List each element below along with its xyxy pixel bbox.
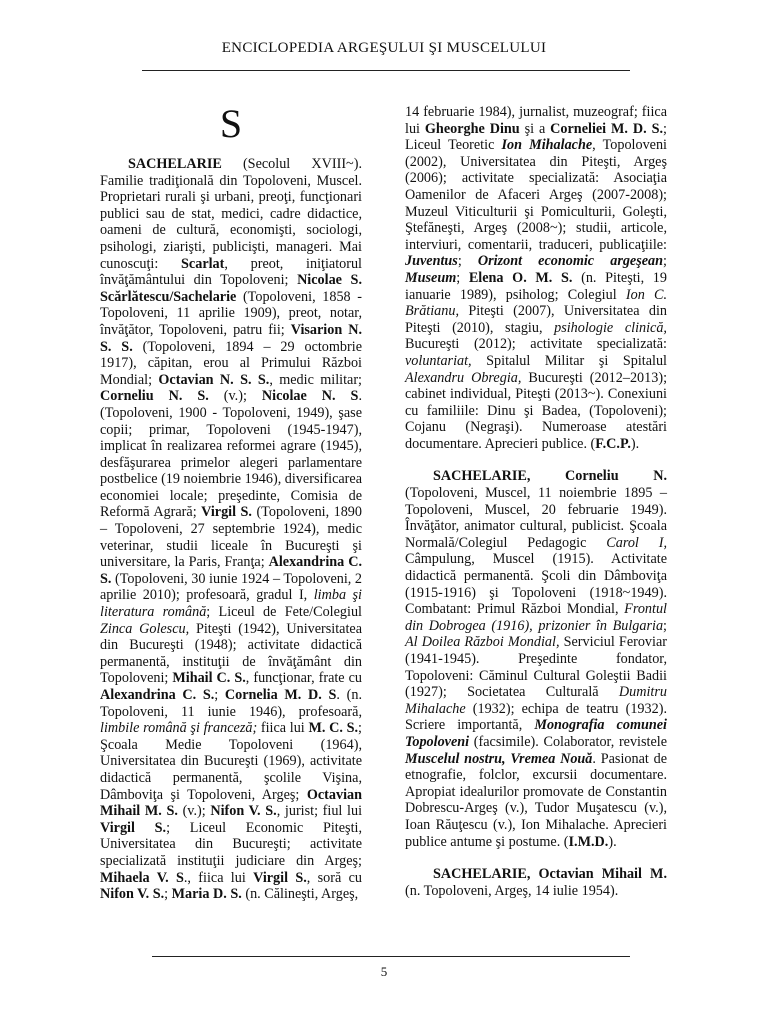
- emphasis-run: Juventus: [405, 253, 458, 270]
- text-run: , medic militar;: [269, 371, 363, 388]
- text-run: . (Topoloveni, 1900 - Topoloveni, 1949), şase copii; primar, Topoloveni (1945-1947), implicat în realizarea reformei agrare (1945), desfăşurarea primelor alegeri parlamentare postbelice (19 noiembrie 1946), diversificarea economiei locale; preşedinte, Comisia de Reformă Agrară;: [100, 388, 362, 521]
- text-run: 14 februarie 1984), jurnalist, muzeograf; fiica lui: [405, 104, 667, 137]
- text-run: (1932); echipa de teatru (1932). Scriere importantă,: [405, 700, 667, 734]
- text-run: . Pasionat de etnografie, folclor, excursii documentare. Apropiat idealurilor promovate de Constantin Dobrescu-Argeş (v.), Tudor Muşatescu (v.), Ioan Răuţescu (v.), Ion Mihalache. Aprecieri publice antume şi postume. (: [405, 750, 667, 850]
- text-run: ., fiica lui: [183, 869, 254, 886]
- text-run: ;: [457, 253, 478, 270]
- emphasis-run: Carol I,: [606, 534, 668, 551]
- text-run: ;: [663, 253, 667, 270]
- text-run: ;: [164, 886, 172, 903]
- emphasis-run: Muscelul nostru, Vremea Nouă: [405, 750, 593, 767]
- text-run: (n. Topoloveni, Argeş, 14 iulie 1954).: [405, 882, 619, 899]
- text-run: (Topoloveni, Muscel, 11 noiembrie 1895 – Topoloveni, Muscel, 20 februarie 1949). Învăţător, animator cultural, publicist. Şcoala Normală/Colegiul Pedagogic: [405, 485, 667, 551]
- text-run: ).: [608, 833, 617, 850]
- emphasis-run: Museum: [405, 269, 457, 286]
- entry-sachelarie-octavian: [405, 866, 667, 899]
- emphasis-run: F.C.P.: [595, 435, 631, 452]
- emphasis-run: Alexandrina C. S.: [100, 687, 215, 703]
- emphasis-run: Octavian Mihail M. S.: [100, 786, 362, 820]
- emphasis-run: Scarlat: [181, 255, 225, 272]
- text-run: . (n. Topoloveni, 11 iunie 1946), profesoară,: [100, 687, 362, 720]
- text-run: , jurist; fiul lui: [276, 803, 363, 820]
- text-run: fiica lui: [257, 720, 309, 737]
- text-run: ).: [630, 435, 640, 452]
- text-run: , soră cu: [306, 869, 362, 886]
- text-run: (n. Călineşti, Argeş,: [241, 886, 359, 903]
- text-run: Bucureşti (2012); activitate specializată:: [405, 336, 667, 353]
- text-run: , Topoloveni (2002), Universitatea din Piteşti, Argeş (2006); activitate specializată: Asociaţia Oamenilor de Afaceri Argeş (2007-2008); Muzeul Viticulturii şi Pomiculturii, Goleşti, Ştefăneşti, Argeş (2008~); studii, articole, interviuri, comentarii, traduceri, publicaţiile:: [405, 137, 667, 253]
- emphasis-run: SACHELARIE, Corneliu N.: [433, 468, 667, 485]
- running-header: ENCICLOPEDIA ARGEŞULUI ŞI MUSCELULUI: [221, 40, 547, 56]
- emphasis-run: Cornelia M. D. S: [224, 687, 337, 703]
- text-run: , preot, iniţiatorul învăţământului din Topoloveni;: [100, 255, 362, 289]
- text-run: Serviciul Feroviar (1941-1945). Preşedinte fondator, Topoloveni: Căminul Cultural Goleştii Badii (1927); Societatea Culturală: [405, 634, 667, 701]
- emphasis-run: M. C. S.: [308, 720, 359, 737]
- text-run: (Secolul XVIII~). Familie tradiţională din Topoloveni, Muscel. Proprietari rurali şi urbani, preoţi, funcţionari publici sau de stat, medici, cadre didactice, oameni de cultură, economişti, sociologi, psihologi, ziarişti, publicişti, manageri. Mai cunoscuţi:: [100, 156, 362, 272]
- emphasis-run: Orizont economic argeşean: [477, 253, 664, 270]
- emphasis-run: Mihaela V. S: [100, 869, 184, 886]
- text-run: (v.);: [208, 388, 262, 405]
- text-run: (n. Piteşti, 19 ianuarie 1989), psiholog; Colegiul: [405, 269, 667, 303]
- text-run: Bucureşti (2012–2013); cabinet individual, Piteşti (2013~). Conexiuni cu familiile: Dinu şi Badea, (Topoloveni); Cojanu (Negraşi). Numeroase atestări documentare. Aprecieri publice. (: [405, 369, 668, 452]
- text-run: ; Şcoala Medie Topoloveni (1964), Universitatea din Bucureşti (1969), activitate didactică permanentă, şcolile Vişina, Dâmboviţa şi Topoloveni, Argeş;: [100, 720, 362, 803]
- left-column: [100, 100, 362, 903]
- emphasis-run: Visarion N. S. S.: [100, 321, 363, 355]
- text-run: Piteşti (1942), Universitatea din Bucureşti (1948); activitate didactică permanentă, instituţii de învăţământ din Topoloveni;: [100, 620, 363, 687]
- text-run: (Topoloveni, 1890 – Topoloveni, 27 septembrie 1924), medic veterinar, studii liceale în Bucureşti şi universitare, la Paris, Franţa;: [100, 504, 362, 571]
- emphasis-run: Dumitru Mihalache: [405, 684, 667, 717]
- text-run: şi a: [519, 120, 551, 137]
- emphasis-run: Nifon V. S.: [100, 886, 165, 903]
- text-run: (facsimile). Colaborator, revistele: [469, 733, 667, 750]
- right-column: [405, 104, 667, 899]
- text-run: ; Liceul de Fete/Colegiul: [206, 604, 362, 621]
- emphasis-run: Mihail C. S.: [172, 670, 246, 687]
- emphasis-run: Alexandrina C. S.: [100, 554, 362, 587]
- emphasis-run: Maria D. S.: [171, 886, 242, 903]
- text-run: Câmpulung, Muscel (1915). Activitate didactică permanentă. Şcoli din Dâmboviţa (1915-1916) şi Topoloveni (1918~1949). Combatant: Primul Război Mondial,: [405, 551, 667, 618]
- text-run: Piteşti (2007), Universitatea din Piteşti (2010), stagiu,: [405, 303, 667, 336]
- footer-rule: [152, 956, 630, 957]
- text-run: ; Liceul Economic Piteşti, Universitatea din Bucureşti; activitate specializată instituţii judiciare din Argeş;: [100, 819, 362, 869]
- emphasis-run: psihologie clinică,: [554, 319, 667, 336]
- emphasis-run: limba şi literatura română: [100, 587, 362, 621]
- emphasis-run: Octavian N. S. S.: [158, 371, 270, 388]
- emphasis-run: Corneliu N. S.: [100, 388, 209, 405]
- emphasis-run: Gheorghe Dinu: [424, 120, 520, 137]
- text-run: Spitalul Militar şi Spitalul: [471, 352, 667, 369]
- emphasis-run: Ion C. Brătianu,: [405, 286, 668, 320]
- emphasis-run: Virgil S.: [201, 504, 252, 521]
- entry-sachelarie-corneliu: [405, 468, 667, 850]
- emphasis-run: Alexandru Obregia,: [405, 369, 522, 386]
- emphasis-run: SACHELARIE, Octavian Mihail M.: [433, 866, 667, 883]
- emphasis-run: I.M.D.: [568, 833, 609, 850]
- page-number: 5: [380, 964, 388, 979]
- entry-sachelarie-family: [100, 156, 362, 903]
- emphasis-run: Frontul din Dobrogea (1916), prizonier în Bulgaria: [405, 601, 667, 634]
- emphasis-run: Virgil S.: [253, 869, 307, 886]
- text-run: ;: [456, 269, 469, 286]
- emphasis-run: Monografia comunei Topoloveni: [405, 717, 668, 750]
- header-rule: [142, 70, 630, 71]
- entry-continuation: [405, 104, 667, 452]
- emphasis-run: voluntariat,: [405, 352, 472, 369]
- emphasis-run: Nicolae S. Scărlătescu/Sachelarie: [100, 272, 362, 305]
- emphasis-run: Corneliei M. D. S.: [550, 120, 664, 137]
- text-run: (Topoloveni, 1894 – 29 octombrie 1917), căpitan, erou al Primului Război Mondial;: [100, 338, 362, 388]
- text-run: , funcţionar, frate cu: [245, 670, 362, 687]
- section-letter: S: [219, 101, 243, 146]
- emphasis-run: SACHELARIE: [128, 156, 222, 172]
- emphasis-run: Elena O. M. S.: [468, 269, 573, 286]
- emphasis-run: Nifon V. S.: [210, 803, 277, 820]
- text-run: ; Liceul Teoretic: [405, 120, 667, 154]
- emphasis-run: Ion Mihalache: [501, 137, 593, 154]
- emphasis-run: Virgil S.: [100, 819, 167, 836]
- text-run: (Topoloveni, 1858 - Topoloveni, 11 aprilie 1909), preot, notar, învăţător, Topoloveni, patru fii;: [100, 288, 362, 338]
- text-run: ;: [214, 687, 225, 703]
- emphasis-run: Zinca Golescu,: [100, 620, 190, 637]
- text-run: ;: [663, 617, 667, 634]
- emphasis-run: limbile română şi franceză;: [100, 720, 258, 737]
- text-run: (v.);: [177, 803, 211, 820]
- text-run: (Topoloveni, 30 iunie 1924 – Topoloveni, 2 aprilie 2010); profesoară, gradul I,: [100, 570, 362, 604]
- emphasis-run: Nicolae N. S: [261, 388, 359, 405]
- emphasis-run: Al Doilea Război Mondial,: [405, 634, 560, 651]
